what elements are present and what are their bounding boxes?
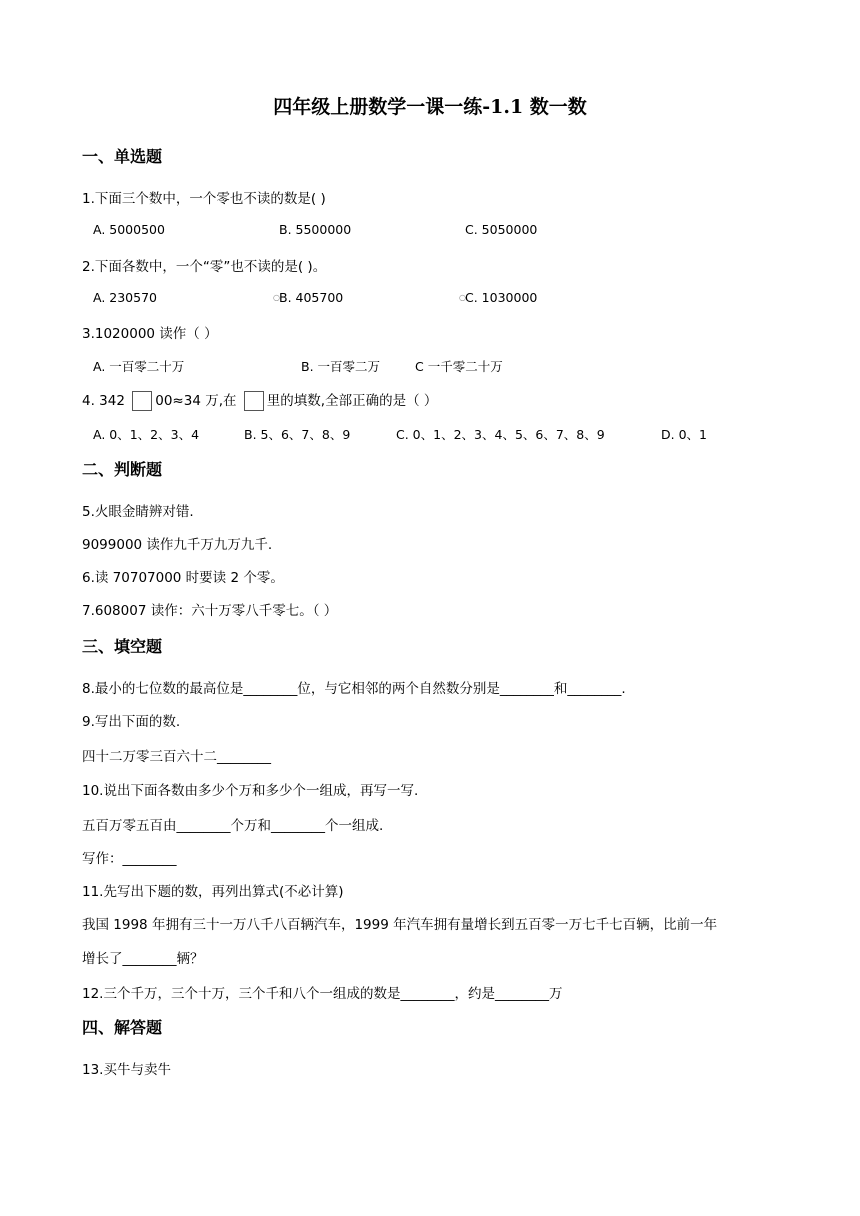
- q4-option-d: D. 0、1: [661, 427, 707, 442]
- q2-marker-dot: ○: [273, 293, 280, 302]
- q4-option-a: A. 0、1、2、3、4: [93, 427, 200, 442]
- q4-text-end: 里的填数,全部正确的是（ ）: [266, 393, 438, 409]
- question-11-body-line1: 我国 1998 年拥有三十一万八千八百辆汽车，1999 年汽车拥有量增长到五百零一万七千七百辆，比前一年: [82, 917, 718, 933]
- q4-blank-box: [244, 391, 264, 411]
- section-heading-fill-in: 三、填空题: [82, 637, 163, 656]
- q1-option-a: A. 5000500: [93, 222, 165, 237]
- section-heading-true-false: 二、判断题: [82, 460, 163, 479]
- question-11: 11.先写出下题的数，再列出算式(不必计算): [82, 884, 344, 900]
- section-heading-answer: 四、解答题: [82, 1018, 163, 1037]
- question-2: 2.下面各数中，一个“零”也不读的是( )。: [82, 259, 327, 275]
- section-heading-single-choice: 一、单选题: [82, 147, 163, 166]
- question-10-write: 写作：________: [82, 851, 177, 867]
- q1-option-b: B. 5500000: [279, 222, 352, 237]
- q4-option-b: B. 5、6、7、8、9: [244, 427, 351, 442]
- q3-option-c: C 一千零二十万: [415, 359, 503, 374]
- question-13: 13.买牛与卖牛: [82, 1062, 171, 1078]
- question-12: 12.三个千万，三个十万，三个千和八个一组成的数是________，约是________万: [82, 986, 563, 1002]
- question-10: 10.说出下面各数由多少个万和多少个一组成，再写一写.: [82, 783, 419, 799]
- q3-option-b: B. 一百零二万: [301, 359, 381, 374]
- question-6: 6.读 70707000 时要读 2 个零。: [82, 570, 284, 586]
- q2-option-c: C. 1030000: [465, 290, 538, 305]
- question-9: 9.写出下面的数.: [82, 714, 181, 730]
- q2-marker-dot: ○: [459, 293, 466, 302]
- q4-text-middle: 00≈34 万,在: [155, 393, 241, 409]
- q4-blank-box: [132, 391, 152, 411]
- question-11-body-line2: 增长了________辆？: [82, 951, 204, 967]
- question-7: 7.608007 读作：六十万零八千零七。（ ）: [82, 603, 338, 619]
- question-4: [82, 389, 437, 411]
- q4-text-start: 4. 342: [82, 393, 130, 409]
- question-1: 1.下面三个数中，一个零也不读的数是( ): [82, 191, 326, 207]
- q2-option-a: A. 230570: [93, 290, 157, 305]
- q2-option-b: B. 405700: [279, 290, 344, 305]
- question-10-prompt: 五百万零五百由________个万和________个一组成.: [82, 818, 384, 834]
- question-9-prompt: 四十二万零三百六十二________: [82, 749, 271, 765]
- q1-option-c: C. 5050000: [465, 222, 538, 237]
- question-5-statement: 9099000 读作九千万九万九千.: [82, 537, 273, 553]
- question-8: 8.最小的七位数的最高位是________位，与它相邻的两个自然数分别是________和________.: [82, 681, 626, 697]
- page-title: 四年级上册数学一课一练-1.1 数一数: [273, 96, 587, 118]
- question-5: 5.火眼金睛辨对错.: [82, 504, 194, 520]
- question-3: 3.1020000 读作（ ）: [82, 326, 218, 342]
- q4-option-c: C. 0、1、2、3、4、5、6、7、8、9: [396, 427, 605, 442]
- q3-option-a: A. 一百零二十万: [93, 359, 185, 374]
